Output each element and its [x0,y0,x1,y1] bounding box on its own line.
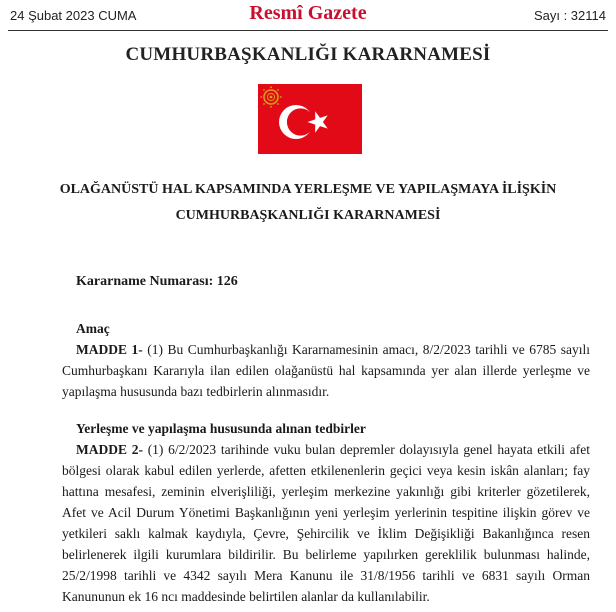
article-1-section [62,318,590,402]
decree-number: Kararname Numarası: 126 [76,274,238,289]
decree-title-line-2: CUMHURBAŞKANLIĞI KARARNAMESİ [175,208,441,223]
document-type-heading: CUMHURBAŞKANLIĞI KARARNAMESİ [125,44,491,65]
decree-title [20,177,596,229]
presidential-seal-icon [260,86,281,107]
turkish-flag-with-seal [258,84,362,154]
article-2-text: (1) 6/2/2023 tarihinde vuku bulan depremler dolayısıyla genel hayata etkili afet bölgesi olarak kabul edilen yerlerde, afetten etkilenenlerin geçici veya kesin iskân alanları; fay hattına mesafesi, zeminin elverişliliği, yerleşim merkezine yakınlığı gibi kriterler gözetilerek, Afet ve Acil Durum Yönetimi Başkanlığının yeni yerleşim yerlerinin tespitine ilişkin görev ve yetkileri saklı kalmak kaydıyla, Çevre, Şehircilik ve İklim Değişikliği Bakanlığınca resen belirlenerek ilgili kurumlara bildirilir. Bu belirleme yapılırken gereklilik bulunması halinde, 25/2/1998 tarihli ve 4342 sayılı Mera Kanunu ile 31/8/1956 tarihli ve 6831 sayılı Orman Kanununun ek 16 ncı maddesinde belirtilen alanlar da kullanılabilir. [62,442,590,604]
section-heading-purpose: Amaç [76,321,110,336]
masthead-divider [8,30,608,31]
issue-number: Sayı : 32114 [533,8,606,23]
section-heading-measures: Yerleşme ve yapılaşma hususunda alınan tedbirler [76,421,366,436]
article-1-text: (1) Bu Cumhurbaşkanlığı Kararnamesinin amacı, 8/2/2023 tarihli ve 6785 sayılı Cumhurbaşkanı Kararıyla ilan edilen olağanüstü hal kapsamında yer alan illerde yerleşme ve yapılaşma hususunda bazı tedbirlerin alınmasıdır. [62,342,590,399]
article-1-label: MADDE 1- [76,342,143,357]
article-2-label: MADDE 2- [76,442,143,457]
decree-title-line-1: OLAĞANÜSTÜ HAL KAPSAMINDA YERLEŞME VE YAPILAŞMAYA İLİŞKİN [59,182,557,197]
gazette-title: Resmî Gazete [249,2,367,24]
article-2-paragraph [62,439,590,607]
masthead [0,0,616,34]
article-1-paragraph [62,339,590,402]
issue-date: 24 Şubat 2023 CUMA [10,8,137,23]
article-2-section [62,418,590,607]
